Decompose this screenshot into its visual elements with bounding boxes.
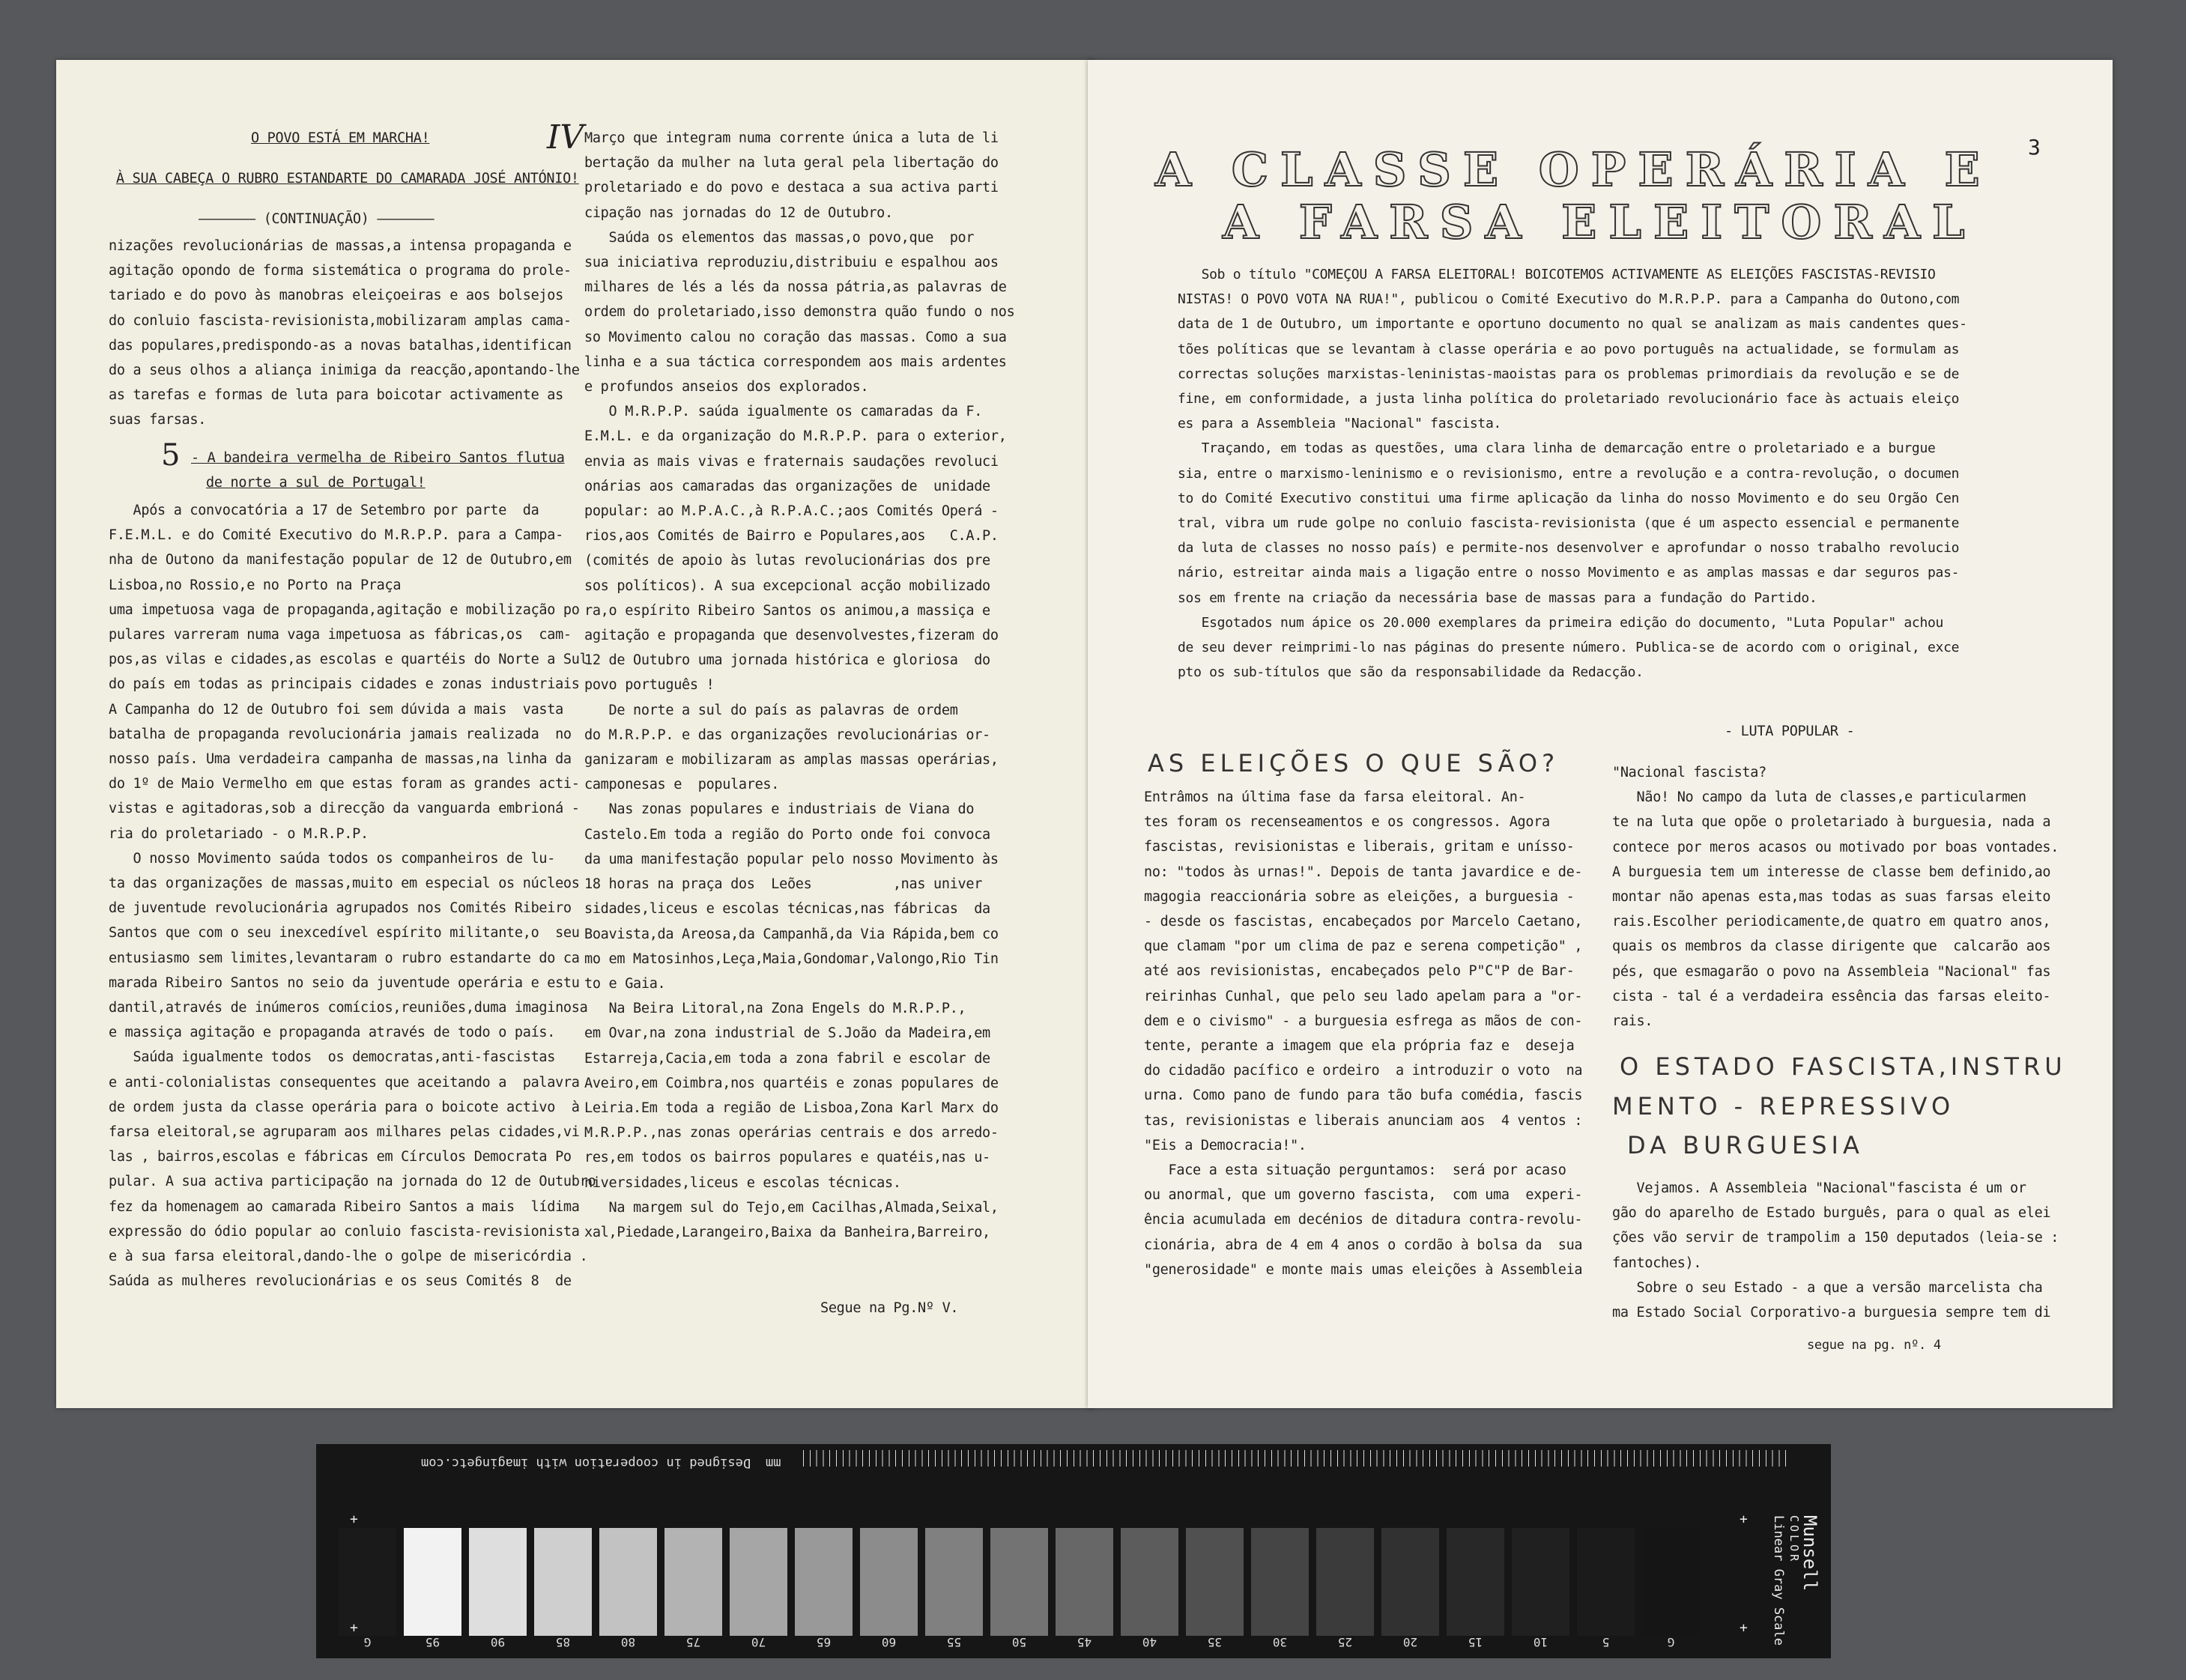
text-line: Não! No campo da luta de classes,e particularmen <box>1612 789 2026 806</box>
gray-patch-label: 55 <box>946 1635 962 1649</box>
text-line: montar não apenas esta,mas todas as suas farsas eleito <box>1612 889 2051 906</box>
subtitle-estado-1: O ESTADO FASCISTA,INSTRU <box>1620 1052 2067 1081</box>
subtitle-estado-3: DA BURGUESIA <box>1627 1131 1864 1159</box>
text-line: to do Comité Executivo constitui uma firme aplicação da linha do nosso Movimento e do seu Orgão Cen <box>1178 490 1960 506</box>
registration-mark: + <box>1740 1620 1748 1636</box>
gray-patch-label: 5 <box>1602 1635 1610 1649</box>
text-line: O nosso Movimento saúda todos os companheiros de lu- <box>109 850 556 867</box>
text-line: linha e a sua táctica correspondem aos mais ardentes <box>584 354 1007 370</box>
text-line: Saúda as mulheres revolucionárias e os seus Comités 8 de <box>109 1273 572 1290</box>
gray-patch <box>1447 1528 1504 1636</box>
roman-numeral: IV <box>547 118 584 157</box>
text-line: uma impetuosa vaga de propaganda,agitação e mobilização po <box>109 601 580 618</box>
text-line: proletariado e do povo e destaca a sua activa parti <box>584 180 999 196</box>
text-line: tral, vibra um rude golpe no conluio fascista-revisionista (que é um aspecto essencial e permanente <box>1178 515 1960 532</box>
left-column-1a <box>109 234 580 433</box>
text-line: Santos que com o seu inexcedível espírito militante,o seu <box>109 925 580 941</box>
text-line: so Movimento calou no coração das massas. Como a sua <box>584 329 1007 345</box>
gray-patch <box>534 1528 592 1636</box>
title-line-2: A FARSA ELEITORAL <box>1223 195 1977 249</box>
text-line: Saúda igualmente todos os democratas,anti-fascistas <box>109 1049 556 1066</box>
text-line: Esgotados num ápice os 20.000 exemplares da primeira edição do documento, "Luta Popular" achou <box>1178 614 1944 631</box>
gray-patch-label: 30 <box>1272 1635 1288 1649</box>
text-line: ou anormal, que um governo fascista, com uma experi- <box>1144 1187 1583 1204</box>
continuation-label: ——————— (CONTINUAÇÃO) ——————— <box>199 211 435 227</box>
gray-patch-label: 60 <box>881 1635 897 1649</box>
text-line: rais. <box>1612 1013 1653 1030</box>
text-line: "Nacional fascista? <box>1612 765 1766 780</box>
text-line: ta das organizações de massas,muito em especial os núcleos <box>109 876 580 892</box>
text-line: data de 1 de Outubro, um importante e oportuno documento no qual se analizam as mais candentes ques- <box>1178 316 1967 333</box>
gray-patch <box>1577 1528 1635 1636</box>
text-line: de ordem justa da classe operária para o boicote activo à <box>109 1099 580 1115</box>
text-line: Lisboa,no Rossio,e no Porto na Praça <box>109 577 402 593</box>
left-column-2 <box>584 126 1014 1245</box>
text-line: reirinhas Cunhal, que pelo seu lado apelam para a "or- <box>1144 988 1583 1004</box>
text-line: Saúda os elementos das massas,o povo,que por <box>584 229 975 246</box>
text-line: e profundos anseios dos explorados. <box>584 379 869 395</box>
text-line: mo em Matosinhos,Leça,Maia,Gondomar,Valongo,Rio Tin <box>584 950 999 967</box>
text-line: pos,as vilas e cidades,as escolas e quartéis do Norte a Sul <box>109 652 588 668</box>
text-line: tariado e do povo às manobras eleiçoeiras e aos bolsejos <box>109 288 563 304</box>
text-line: vistas e agitadoras,sob a direcção da vanguarda embrioná - <box>109 801 580 817</box>
text-line: 18 horas na praça dos Leões ,nas univer <box>584 876 983 893</box>
text-line: O M.R.P.P. saúda igualmente os camaradas da F. <box>584 404 983 420</box>
gray-patch <box>1316 1528 1374 1636</box>
text-line: pto os sub-títulos que são da responsabilidade da Redacção. <box>1178 664 1644 681</box>
text-line: povo português ! <box>584 677 715 694</box>
text-line: E.M.L. e da organização do M.R.P.P. para o exterior, <box>584 428 1007 445</box>
text-line: ganizaram e mobilizaram as amplas massas operárias, <box>584 752 999 768</box>
text-line: to e Gaia. <box>584 975 666 992</box>
gray-patch <box>1056 1528 1113 1636</box>
text-line: cista - tal é a verdadeira essência das farsas eleito- <box>1612 988 2051 1004</box>
text-line: A Campanha do 12 de Outubro foi sem dúvida a mais vasta <box>109 701 563 718</box>
title-line-1: A CLASSE OPERÁRIA E <box>1155 142 1992 197</box>
text-line: quais os membros da classe dirigente que calcarão aos <box>1612 938 2051 955</box>
right-footer: segue na pg. nº. 4 <box>1807 1338 1941 1353</box>
text-line: Entrâmos na última fase da farsa eleitoral. An- <box>1144 789 1526 805</box>
text-line: "generosidade" e monte mais umas eleições à Assembleia <box>1144 1261 1583 1278</box>
text-line: Aveiro,em Coimbra,nos quartéis e zonas populares de <box>584 1075 999 1091</box>
left-footer: Segue na Pg.Nº V. <box>820 1300 959 1316</box>
gray-patch-label: G <box>1667 1635 1675 1649</box>
text-line: Após a convocatória a 17 de Setembro por parte da <box>109 503 539 518</box>
gray-patch-label: 95 <box>425 1635 440 1649</box>
scale-mm: mm <box>766 1455 781 1470</box>
text-line: pés, que esmagarão o povo na Assembleia "Nacional" fas <box>1612 963 2051 980</box>
left-page <box>56 60 1094 1408</box>
text-line: da luta de classes no nosso país) e permite-nos desenvolver e aprofundar o nosso trabalho revolucio <box>1178 540 1960 557</box>
text-line: ência acumulada em decénios de ditadura contra-revolu- <box>1144 1212 1583 1228</box>
gray-patch <box>795 1528 853 1636</box>
gray-patch <box>860 1528 918 1636</box>
text-line: das populares,predispondo-as a novas batalhas,identifican <box>109 337 572 354</box>
intro-text <box>1178 262 1967 685</box>
text-line: magogia reaccionária sobre as eleições, a burguesia - <box>1144 888 1575 905</box>
right-column-b <box>1612 760 2059 1034</box>
gray-patch <box>599 1528 657 1636</box>
text-line: ma Estado Social Corporativo-a burguesia sempre tem di <box>1612 1305 2051 1321</box>
text-line: Nas zonas populares e industriais de Viana do <box>584 801 975 818</box>
text-line: nário, estreitar ainda mais a ligação entre o nosso Movimento e as amplas massas e dar seguros pas- <box>1178 565 1960 581</box>
text-line: e massiça agitação e propaganda através de todo o país. <box>109 1025 556 1041</box>
gray-patch-label: 80 <box>620 1635 636 1649</box>
text-line: dem e o civismo" - a burguesia esfrega as mãos de con- <box>1144 1013 1583 1029</box>
text-line: de juventude revolucionária agrupados nos Comités Ribeiro <box>109 900 572 917</box>
text-line: ções vão servir de trampolim a 150 deputados (leia-se : <box>1612 1230 2059 1246</box>
gray-patch-label: 25 <box>1337 1635 1353 1649</box>
gray-patch-label: 15 <box>1468 1635 1483 1649</box>
gray-patch-label: 35 <box>1207 1635 1223 1649</box>
text-line: e anti-colonialistas consequentes que aceitando a palavra <box>109 1074 580 1091</box>
text-line: cionária, abra de 4 em 4 anos o cordão à bolsa da sua <box>1144 1237 1583 1253</box>
text-line: sidades,liceus e escolas técnicas,nas fábricas da <box>584 901 990 918</box>
gray-patch-label: 50 <box>1011 1635 1027 1649</box>
gray-patch <box>339 1528 396 1636</box>
text-line: ria do proletariado - o M.R.P.P. <box>109 825 369 842</box>
gray-patch-label: 40 <box>1142 1635 1157 1649</box>
text-line: milhares de lés a lés da nossa pátria,as palavras de <box>584 279 1007 296</box>
text-line: gão do aparelho de Estado burguês, para o qual as elei <box>1612 1205 2051 1222</box>
gray-patch <box>1512 1528 1569 1636</box>
text-line: tões políticas que se levantam à classe operária e ao povo português na actualidade, se formulam as <box>1178 341 1960 357</box>
text-line: De norte a sul do país as palavras de ordem <box>584 702 958 718</box>
text-line: de seu dever reimprimi-lo nas páginas do presente número. Publica-se de acordo com o original, exce <box>1178 640 1960 656</box>
text-line: sua iniciativa reproduziu,distribuiu e espalhou aos <box>584 255 999 271</box>
text-line: dantil,através de inúmeros comícios,reuniões,duma imaginosa <box>109 1000 588 1016</box>
text-line: tente, perante a imagem que ela própria faz e deseja <box>1144 1038 1575 1055</box>
text-line: Na Beira Litoral,na Zona Engels do M.R.P.P., <box>584 1001 966 1017</box>
text-line: fantoches). <box>1612 1255 1702 1271</box>
text-line: tes foram os recenseamentos e os congressos. Agora <box>1144 814 1550 831</box>
text-line: envia as mais vivas e fraternais saudações revoluci <box>584 453 999 470</box>
registration-mark: + <box>350 1620 358 1636</box>
text-line: urna. Como pano de fundo para tão bufa comédia, fascis <box>1144 1088 1583 1104</box>
gray-patch-label: 65 <box>816 1635 832 1649</box>
text-line: Março que integram numa corrente única a luta de li <box>584 130 999 146</box>
text-line: Estarreja,Cacia,em toda a zona fabril e escolar de <box>584 1050 990 1067</box>
text-line: do M.R.P.P. e das organizações revolucionárias or- <box>584 727 990 743</box>
signoff: - LUTA POPULAR - <box>1725 724 1855 739</box>
left-column-1b <box>109 498 596 1294</box>
text-line: nha de Outono da manifestação popular de 12 de Outubro,em <box>109 552 572 568</box>
text-line: pular. A sua activa participação na jornada do 12 de Outubro <box>109 1174 596 1190</box>
subtitle-estado-2: MENTO - REPRESSIVO <box>1612 1092 1955 1120</box>
text-line: marada Ribeiro Santos no seio da juventude operária e estu <box>109 974 580 991</box>
gray-patch <box>404 1528 461 1636</box>
gray-patch-label: 90 <box>490 1635 506 1649</box>
text-line: sos políticos). A sua excepcional acção mobilizado <box>584 577 990 594</box>
munsell-brand: Munsell COLOR Linear Gray Scale <box>1771 1515 1820 1646</box>
gray-patch <box>730 1528 787 1636</box>
text-line: agitação opondo de forma sistemática o programa do prole- <box>109 263 572 279</box>
registration-mark: + <box>350 1511 358 1527</box>
text-line: fine, em conformidade, a justa linha política do proletariado revolucionário face às actuais eleiço <box>1178 391 1960 407</box>
scale-credit: Designed in cooperation with imagingetc.com <box>421 1455 751 1470</box>
text-line: ordem do proletariado,isso demonstra quão fundo o nos <box>584 304 1015 321</box>
text-line: "Eis a Democracia!". <box>1144 1137 1307 1153</box>
gray-patch-label: 45 <box>1077 1635 1092 1649</box>
text-line: popular: ao M.P.A.C.,à R.P.A.C.;aos Comités Operá - <box>584 503 999 520</box>
text-line: Na margem sul do Tejo,em Cacilhas,Almada,Seixal, <box>584 1199 999 1216</box>
gray-patch <box>1121 1528 1178 1636</box>
text-line: Face a esta situação perguntamos: será por acaso <box>1144 1162 1566 1179</box>
text-line: M.R.P.P.,nas zonas operárias centrais e dos arredo- <box>584 1125 999 1141</box>
text-line: da uma manifestação popular pelo nosso Movimento às <box>584 851 999 867</box>
text-line: do país em todas as principais cidades e zonas industriais <box>109 676 580 693</box>
text-line: nosso país. Uma verdadeira campanha de massas,na linha da <box>109 751 572 768</box>
gray-patch-label: 10 <box>1533 1635 1548 1649</box>
section-5-title: - A bandeira vermelha de Ribeiro Santos flutua de norte a sul de Portugal! <box>191 450 565 491</box>
text-line: niversidades,liceus e escolas técnicas. <box>584 1174 901 1191</box>
header-estandarte: À SUA CABEÇA O RUBRO ESTANDARTE DO CAMARADA JOSÉ ANTÓNIO! <box>116 171 579 187</box>
text-line: res,em todos os bairros populares e quatéis,nas u- <box>584 1150 990 1166</box>
text-line: do 1º de Maio Vermelho em que estas foram as grandes acti- <box>109 776 580 792</box>
text-line: em Ovar,na zona industrial de S.João da Madeira,em <box>584 1025 990 1042</box>
text-line: Traçando, em todas as questões, uma clara linha de demarcação entre o proletariado e a burgue <box>1178 440 1936 457</box>
right-column-b2 <box>1612 1176 2059 1325</box>
text-line: agitação e propaganda que desenvolvestes,fizeram do <box>584 628 999 644</box>
text-line: nizações revolucionárias de massas,a intensa propaganda e <box>109 238 572 254</box>
text-line: Boavista,da Areosa,da Campanhã,da Via Rápida,bem co <box>584 926 999 942</box>
text-line: do a seus olhos a aliança inimiga da reacção,apontando-lhe <box>109 363 580 379</box>
text-line: F.E.M.L. e do Comité Executivo do M.R.P.P. para a Campa- <box>109 527 563 544</box>
gray-patch-label: 75 <box>685 1635 701 1649</box>
text-line: (comités de apoio às lutas revolucionárias dos pre <box>584 553 990 569</box>
text-line: Castelo.Em toda a região do Porto onde foi convoca <box>584 826 990 843</box>
text-line: farsa eleitoral,se agruparam aos milhares pelas cidades,vi <box>109 1124 580 1141</box>
text-line: tas, revisionistas e liberais anunciam aos 4 ventos : <box>1144 1112 1583 1129</box>
text-line: rais.Escolher periodicamente,de quatro em quatro anos, <box>1612 914 2051 930</box>
text-line: NISTAS! O POVO VOTA NA RUA!", publicou o Comité Executivo do M.R.P.P. para a Campanha do Outono,com <box>1178 291 1960 308</box>
right-page <box>1088 60 2113 1408</box>
gray-patch <box>1381 1528 1439 1636</box>
gray-patch <box>990 1528 1048 1636</box>
text-line: pulares varreram numa vaga impetuosa as fábricas,os cam- <box>109 627 572 643</box>
text-line: fez da homenagem ao camarada Ribeiro Santos a mais lídima <box>109 1198 580 1215</box>
text-line: A burguesia tem um interesse de classe bem definido,ao <box>1612 864 2051 880</box>
text-line: ra,o espírito Ribeiro Santos os animou,a massiça e <box>584 602 990 619</box>
text-line: Sobre o seu Estado - a que a versão marcelista cha <box>1612 1279 2043 1296</box>
text-line: cipação nas jornadas do 12 de Outubro. <box>584 204 893 221</box>
text-line: - desde os fascistas, encabeçados por Marcelo Caetano, <box>1144 914 1583 930</box>
gray-patch <box>925 1528 983 1636</box>
text-line: até aos revisionistas, encabeçados pelo P"C"P de Bar- <box>1144 963 1575 980</box>
text-line: suas farsas. <box>109 412 207 428</box>
text-line: Sob o título "COMEÇOU A FARSA ELEITORAL! BOICOTEMOS ACTIVAMENTE AS ELEIÇÕES FASCISTAS-REVISIO <box>1178 267 1936 282</box>
gray-patch-label: 85 <box>555 1635 571 1649</box>
text-line: sia, entre o marxismo-leninismo e o revisionismo, entre a revolução e a contra-revolução, o documen <box>1178 465 1960 482</box>
gray-scale-card <box>316 1444 1831 1658</box>
gray-patch <box>1186 1528 1244 1636</box>
text-line: entusiasmo sem limites,levantaram o rubro estandarte do ca <box>109 950 580 966</box>
text-line: batalha de propaganda revolucionária jamais realizada no <box>109 726 572 742</box>
text-line: que clamam "por um clima de paz e serena competição" , <box>1144 938 1583 955</box>
text-line: es para a Assembleia "Nacional" fascista. <box>1178 416 1502 432</box>
gray-patch <box>664 1528 722 1636</box>
text-line: do cidadão pacífico e ordeiro a introduzir o voto na <box>1144 1063 1583 1079</box>
text-line: e à sua farsa eleitoral,dando-lhe o golpe de misericórdia . <box>109 1249 588 1265</box>
text-line: Leiria.Em toda a região de Lisboa,Zona Karl Marx do <box>584 1100 999 1116</box>
gray-patch-label: 70 <box>751 1635 766 1649</box>
text-line: 12 de Outubro uma jornada histórica e gloriosa do <box>584 652 990 669</box>
subtitle-eleicoes: AS ELEIÇÕES O QUE SÃO? <box>1148 749 1560 777</box>
text-line: bertação da mulher na luta geral pela libertação do <box>584 155 999 172</box>
gray-patch-label: G <box>363 1635 372 1649</box>
text-line: no: "todos às urnas!". Depois de tanta javardice e de- <box>1144 864 1583 880</box>
text-line: contece por meros acasos ou motivado por boas vontades. <box>1612 839 2059 855</box>
text-line: expressão do ódio popular ao conluio fascista-revisionista <box>109 1223 580 1240</box>
text-line: onárias aos camaradas das organizações de unidade <box>584 478 990 494</box>
text-line: camponesas e populares. <box>584 777 780 793</box>
text-line: rios,aos Comités de Bairro e Populares,aos C.A.P. <box>584 528 999 545</box>
text-line: Vejamos. A Assembleia "Nacional"fascista é um or <box>1612 1180 2026 1196</box>
text-line: fascistas, revisionistas e liberais, gritam e unísso- <box>1144 839 1575 855</box>
registration-mark: + <box>1740 1511 1748 1527</box>
text-line: do conluio fascista-revisionista,mobilizaram amplas cama- <box>109 312 572 329</box>
mm-ruler <box>803 1450 1792 1467</box>
section-5-number: 5 <box>161 438 181 473</box>
text-line: te na luta que opõe o proletariado à burguesia, nada a <box>1612 814 2051 831</box>
header-povo-marcha: O POVO ESTÁ EM MARCHA! <box>251 130 430 146</box>
gray-patch <box>469 1528 527 1636</box>
gray-patch-label: 20 <box>1402 1635 1418 1649</box>
text-line: las , bairros,escolas e fábricas em Círculos Democrata Po <box>109 1149 572 1165</box>
page-number: 3 <box>2028 135 2041 160</box>
gray-patch <box>1642 1528 1700 1636</box>
text-line: xal,Piedade,Larangeiro,Baixa da Banheira,Barreiro, <box>584 1224 990 1240</box>
right-column-a <box>1144 785 1582 1282</box>
text-line: correctas soluções marxistas-leninistas-maoistas para os problemas primordiais da revolução e se de <box>1178 366 1960 382</box>
text-line: sos em frente na criação da necessária base de massas para a fundação do Partido. <box>1178 589 1817 606</box>
text-line: as tarefas e formas de luta para boicotar activamente as <box>109 387 563 404</box>
gray-patch <box>1251 1528 1309 1636</box>
